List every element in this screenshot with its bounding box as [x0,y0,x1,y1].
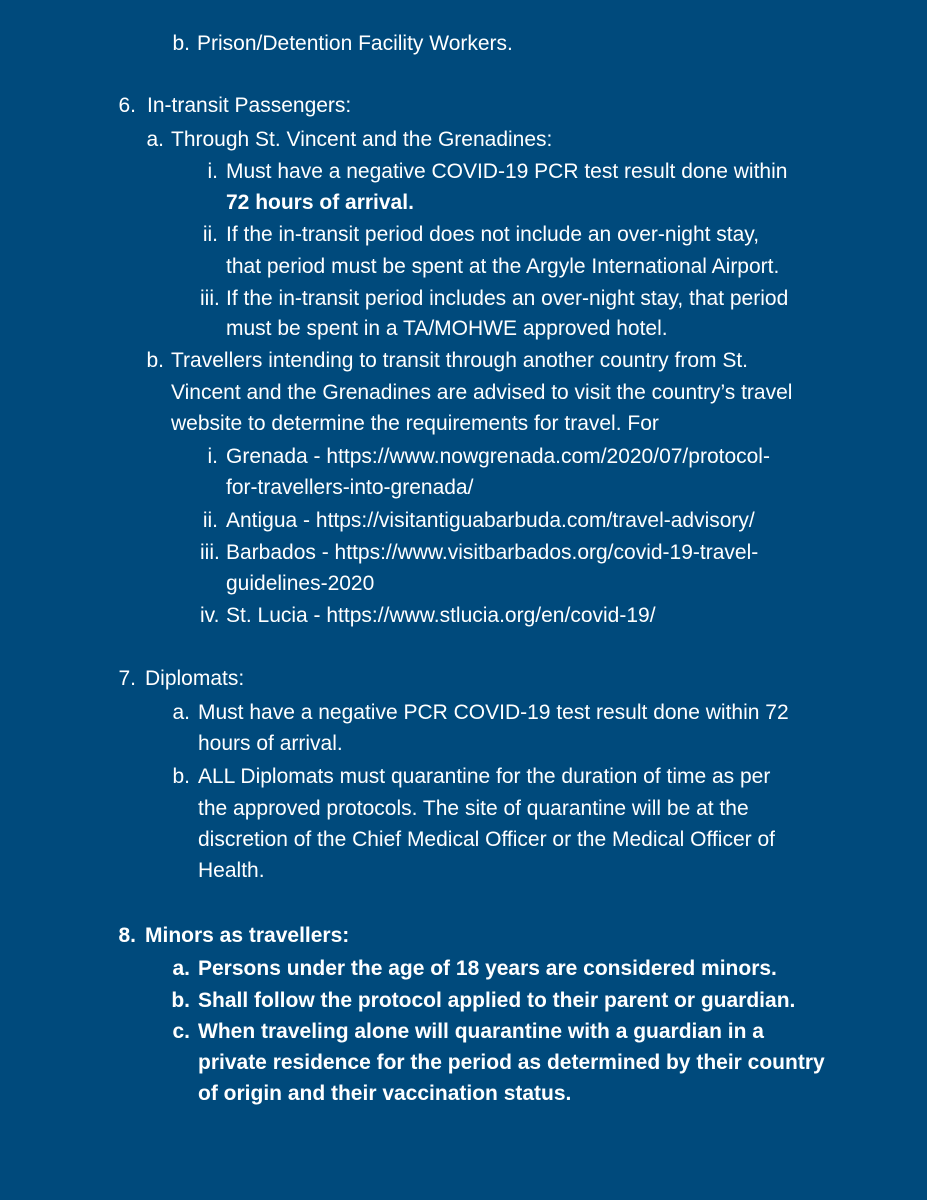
list-item-text: Travellers intending to transit through another country from St. [171,349,749,372]
list-marker: c. [172,1020,190,1043]
list-item-text: private residence for the period as determined by their country [198,1051,825,1074]
list-item-text: Must have a negative COVID-19 PCR test result done within [226,160,788,183]
list-item-text: discretion of the Chief Medical Officer or the Medical Officer of [198,828,775,851]
link-barbados-continued[interactable]: guidelines-2020 [226,572,375,595]
list-item-text: that period must be spent at the Argyle International Airport. [226,255,780,278]
list-marker: iii. [200,287,220,310]
list-marker: ii. [202,509,218,532]
list-item-text: website to determine the requirements for travel. For [171,412,659,435]
link-st-lucia[interactable]: St. Lucia - https://www.stlucia.org/en/covid-19/ [226,604,656,627]
section-heading: Minors as travellers: [145,924,350,947]
list-marker: a. [172,701,190,724]
list-marker: b. [171,989,190,1012]
list-marker: b. [172,765,190,788]
list-item-text: Through St. Vincent and the Grenadines: [171,128,553,151]
list-item-text: ALL Diplomats must quarantine for the duration of time as per [198,765,771,788]
list-item-text: Must have a negative PCR COVID-19 test result done within 72 [198,701,789,724]
section-number: 6. [118,94,136,117]
list-item-text: must be spent in a TA/MOHWE approved hotel. [226,317,668,340]
list-item-text: Prison/Detention Facility Workers. [197,32,513,55]
list-marker: i. [207,160,218,183]
section-heading: Diplomats: [145,667,245,690]
section-heading: In-transit Passengers: [147,94,352,117]
list-marker: b. [146,349,164,372]
list-item-text: of origin and their vaccination status. [198,1082,572,1105]
list-marker: a. [172,957,190,980]
list-item-text: When traveling alone will quarantine with a guardian in a [198,1020,764,1043]
list-marker: a. [146,128,164,151]
list-item-text: hours of arrival. [198,732,343,755]
section-number: 7. [118,667,136,690]
section-number: 8. [118,924,136,947]
list-item-text: Vincent and the Grenadines are advised to visit the country’s travel [171,381,793,404]
list-marker: iv. [200,604,220,627]
link-antigua[interactable]: Antigua - https://visitantiguabarbuda.com/travel-advisory/ [226,509,755,532]
list-item-text: the approved protocols. The site of quarantine will be at the [198,797,749,820]
link-grenada-continued[interactable]: for-travellers-into-grenada/ [226,476,474,499]
list-item-text: Shall follow the protocol applied to their parent or guardian. [198,989,796,1012]
list-marker: ii. [202,223,218,246]
list-item-text: Health. [198,859,265,882]
list-marker: b. [172,32,190,55]
list-marker: i. [207,445,218,468]
list-item-text: Persons under the age of 18 years are considered minors. [198,957,777,980]
link-grenada[interactable]: Grenada - https://www.nowgrenada.com/2020/07/protocol- [226,445,770,468]
list-item-text-bold: 72 hours of arrival. [226,191,414,214]
list-item-text: If the in-transit period does not include an over-night stay, [226,223,760,246]
link-barbados[interactable]: Barbados - https://www.visitbarbados.org/covid-19-travel- [226,541,759,564]
list-marker: iii. [200,541,220,564]
list-item-text: If the in-transit period includes an over-night stay, that period [226,287,789,310]
